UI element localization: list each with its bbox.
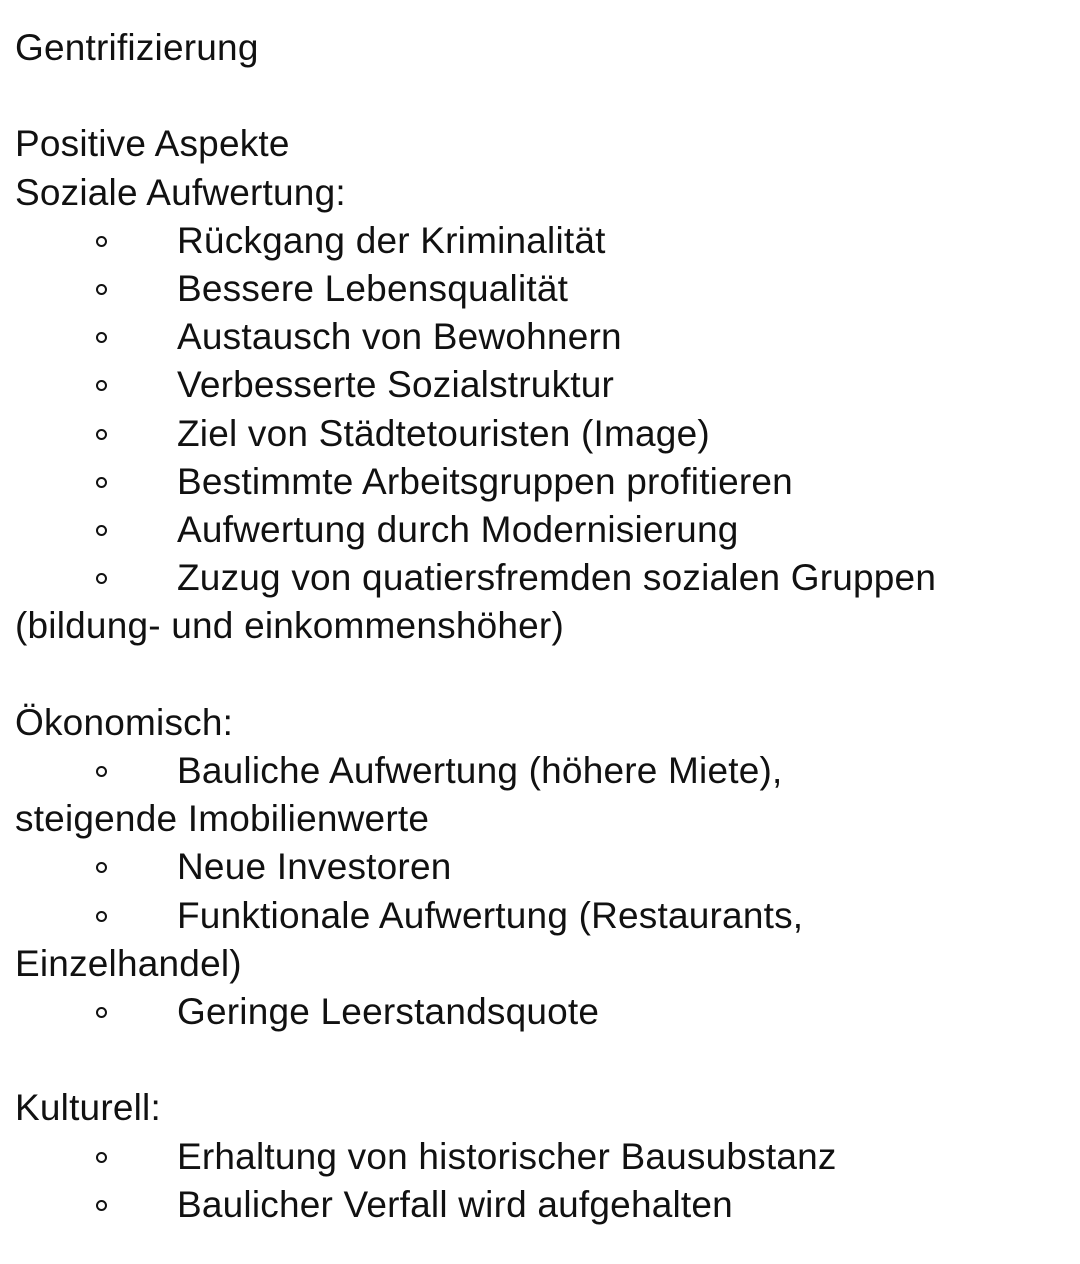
list-item <box>15 506 1075 554</box>
list-item-text: Baulicher Verfall wird aufgehalten <box>177 1183 733 1225</box>
bullet-icon <box>96 1200 107 1211</box>
bullet-icon <box>96 911 107 922</box>
list-item-text: Austausch von Bewohnern <box>177 316 622 358</box>
bullet-icon <box>96 1152 107 1163</box>
blank-line <box>15 1036 1075 1084</box>
bullet-icon <box>96 1007 107 1018</box>
blank-line <box>15 651 1075 699</box>
document-title: Gentrifizierung <box>15 27 259 68</box>
section-label-economic: Ökonomisch: <box>15 701 234 743</box>
list-item <box>15 988 1075 1036</box>
list-item-text: Erhaltung von historischer Bausubstanz <box>177 1135 837 1177</box>
section-label-social: Soziale Aufwertung: <box>15 171 346 213</box>
list-item <box>15 265 1075 313</box>
section-heading: Positive Aspekte <box>15 123 290 165</box>
list-item-text: Neue Investoren <box>177 846 452 888</box>
bullet-icon <box>96 477 107 488</box>
list-item-text: Zuzug von quatiersfremden sozialen Gruppen <box>177 557 937 599</box>
section-label-cultural: Kulturell: <box>15 1087 161 1129</box>
bullet-icon <box>96 236 107 247</box>
bullet-icon <box>96 573 107 584</box>
list-item-continuation: (bildung- und einkommenshöher) <box>15 605 564 647</box>
list-item-continuation: steigende Imobilienwerte <box>15 798 430 840</box>
list-item-text: Aufwertung durch Modernisierung <box>177 509 739 551</box>
list-item-text: Ziel von Städtetouristen (Image) <box>177 412 710 454</box>
list-item <box>15 892 1075 988</box>
list-item <box>15 1181 1075 1229</box>
list-item-text: Verbesserte Sozialstruktur <box>177 364 615 406</box>
list-item-text: Bestimmte Arbeitsgruppen profitieren <box>177 460 793 502</box>
list-item <box>15 843 1075 891</box>
list-item-text: Geringe Leerstandsquote <box>177 991 600 1033</box>
bullet-icon <box>96 766 107 777</box>
document-body <box>15 24 1075 1229</box>
bullet-icon <box>96 862 107 873</box>
list-item <box>15 361 1075 409</box>
blank-line <box>15 72 1075 120</box>
bullet-icon <box>96 525 107 536</box>
list-item <box>15 458 1075 506</box>
list-item <box>15 1133 1075 1181</box>
list-item-text: Bauliche Aufwertung (höhere Miete), <box>177 750 783 792</box>
list-item <box>15 410 1075 458</box>
list-item <box>15 217 1075 265</box>
list-item <box>15 554 1075 650</box>
list-item-text: Rückgang der Kriminalität <box>177 219 606 261</box>
bullet-icon <box>96 429 107 440</box>
list-item <box>15 313 1075 361</box>
bullet-icon <box>96 332 107 343</box>
list-item-text: Funktionale Aufwertung (Restaurants, <box>177 894 804 936</box>
bullet-icon <box>96 284 107 295</box>
list-item-continuation: Einzelhandel) <box>15 942 242 984</box>
bullet-icon <box>96 380 107 391</box>
list-item-text: Bessere Lebensqualität <box>177 268 569 309</box>
list-item <box>15 747 1075 843</box>
